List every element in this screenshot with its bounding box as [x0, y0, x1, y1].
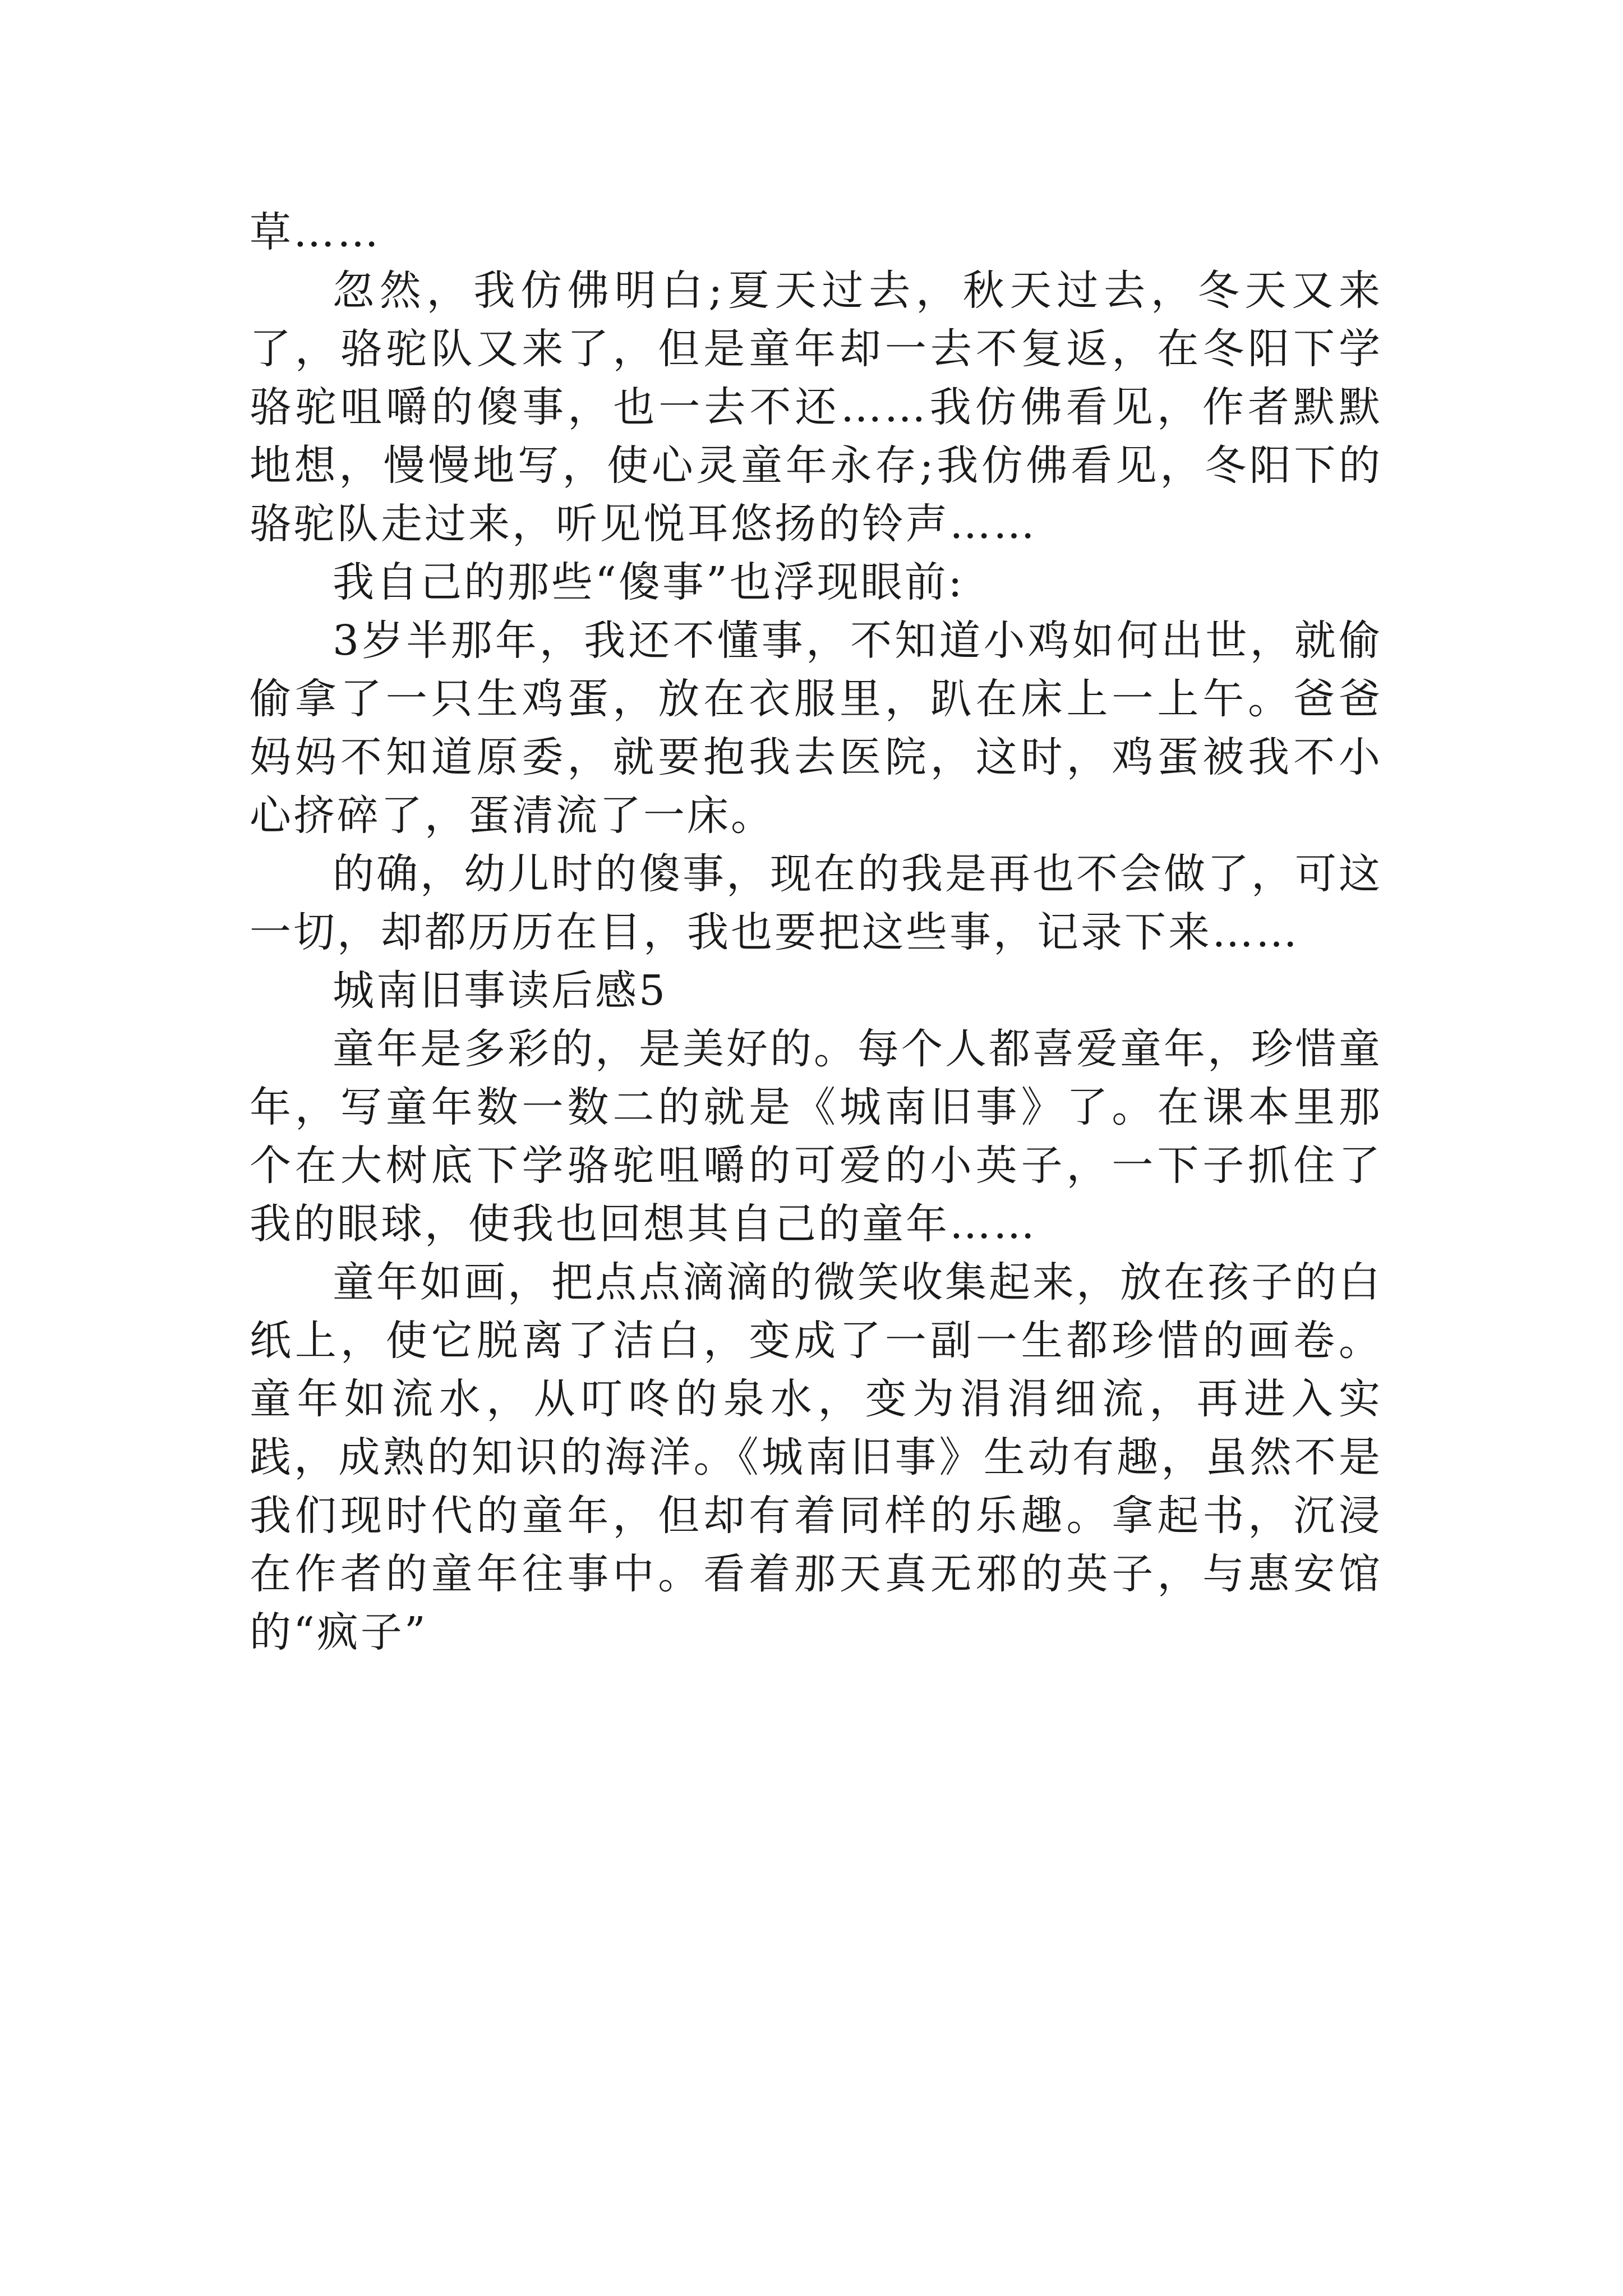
paragraph: 3岁半那年，我还不懂事，不知道小鸡如何出世，就偷偷拿了一只生鸡蛋，放在衣服里，趴在床上一上午。爸爸妈妈不知道原委，就要抱我去医院，这时，鸡蛋被我不小心挤碎了，蛋清流了一床。	[250, 616, 1382, 840]
paragraph: 的确，幼儿时的傻事，现在的我是再也不会做了，可这一切，却都历历在目，我也要把这些事，记录下来……	[250, 850, 1382, 956]
paragraph-continuation: 草……	[250, 208, 381, 256]
paragraph: 我自己的那些“傻事”也浮现眼前:	[333, 558, 965, 606]
paragraph: 童年如画，把点点滴滴的微笑收集起来，放在孩子的白纸上，使它脱离了洁白，变成了一副一生都珍惜的画卷。童年如流水，从叮咚的泉水，变为涓涓细流，再进入实践，成熟的知识的海洋。《城南旧事》生动有趣，虽然不是我们现时代的童年，但却有着同样的乐趣。拿起书，沉浸在作者的童年往事中。看着那天真无邪的英子，与惠安馆的“疯子”	[250, 1258, 1382, 1657]
section-heading: 城南旧事读后感5	[333, 967, 668, 1015]
paragraph: 忽然，我仿佛明白;夏天过去，秋天过去，冬天又来了，骆驼队又来了，但是童年却一去不复返，在冬阳下学骆驼咀嚼的傻事，也一去不还……我仿佛看见，作者默默地想，慢慢地写，使心灵童年永存;我仿佛看见，冬阳下的骆驼队走过来，听见悦耳悠扬的铃声……	[250, 266, 1382, 548]
paragraph: 童年是多彩的，是美好的。每个人都喜爱童年，珍惜童年，写童年数一数二的就是《城南旧事》了。在课本里那个在大树底下学骆驼咀嚼的可爱的小英子，一下子抓住了我的眼球，使我也回想其自己的童年……	[250, 1025, 1382, 1248]
document-body	[250, 203, 1382, 1662]
